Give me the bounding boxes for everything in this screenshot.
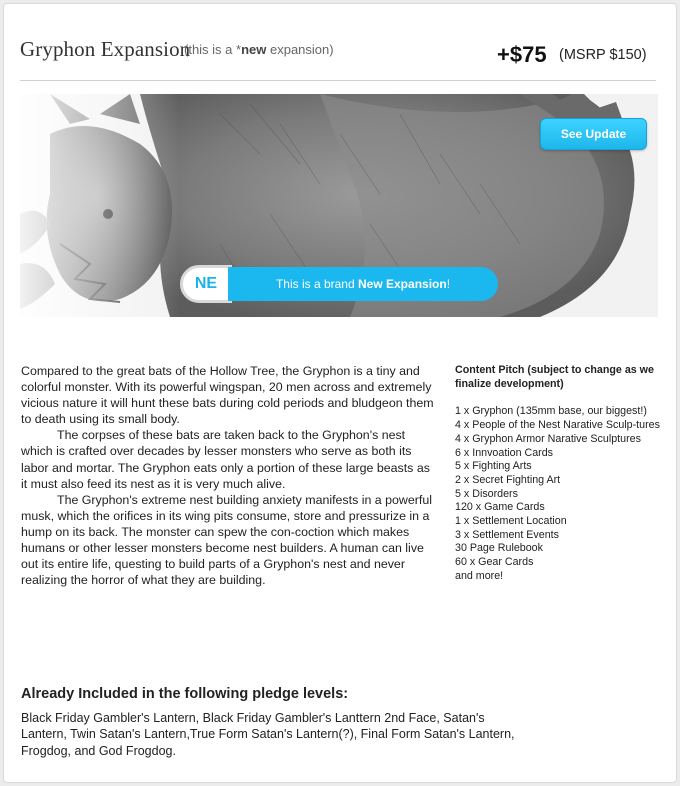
expansion-subtitle — [184, 42, 334, 57]
banner-prefix: This is a brand — [275, 277, 358, 291]
content-item: 4 x People of the Nest Narative Sculp-tures — [455, 419, 660, 432]
content-list — [455, 405, 665, 583]
content-item: 120 x Game Cards — [455, 501, 545, 514]
content-item: 2 x Secret Fighting Art — [455, 473, 561, 486]
new-expansion-banner — [228, 267, 498, 301]
content-item: 6 x Innvoation Cards — [455, 446, 554, 459]
see-update-button[interactable]: See Update — [540, 118, 647, 150]
description-paragraph: The Gryphon's extreme nest building anxiety manifests in a powerful musk, which the orifices in its wing pits consume, store and pressurize in a hump on its back. The monster can spew the con-coction which makes humans or other lesser monsters become nest builders. A human can live out its entire life, questing to build parts of a Gryphon's nest and never realizing the horror of what they are building. — [21, 492, 432, 588]
price: +$75 — [497, 42, 547, 67]
gryphon-description — [21, 363, 437, 588]
content-pitch-title: Content Pitch (subject to change as we finalize development) — [455, 364, 654, 390]
subtitle-new: new — [241, 42, 267, 57]
description-paragraph: The corpses of these bats are taken back to the Gryphon's nest which is crafted over decades by lesser monsters who serve as both its labor and mortar. The Gryphon eats only a portion of these large beasts as it must also feed its nest as it is very much alive. — [21, 428, 430, 491]
msrp: (MSRP $150) — [559, 47, 647, 63]
new-expansion-badge: NE — [180, 265, 232, 303]
subtitle-suffix: expansion) — [266, 42, 334, 57]
page-title: Gryphon Expansion — [20, 37, 191, 61]
content-item: 1 x Settlement Location — [455, 515, 567, 528]
content-item: 5 x Disorders — [455, 487, 518, 500]
pledge-levels-list: Black Friday Gambler's Lantern, Black Friday Gambler's Lanttern 2nd Face, Satan's Lantern, Twin Satan's Lantern,True Form Satan's Lantern(?), Final Form Satan's Lantern, Frogdog, and God Frogdog. — [21, 711, 515, 758]
header-divider — [20, 80, 656, 81]
content-item: 1 x Gryphon (135mm base, our biggest!) — [455, 405, 647, 418]
content-item: 60 x Gear Cards — [455, 556, 534, 569]
description-paragraph: Compared to the great bats of the Hollow Tree, the Gryphon is a tiny and colorful monster. With its powerful wingspan, 20 men across and extremely vicious nature it will hunt these bats during cold periods and bludgeon them to death using its small body. — [21, 364, 434, 427]
content-item: and more! — [455, 569, 504, 582]
content-item: 30 Page Rulebook — [455, 542, 543, 555]
subtitle-prefix: (this is a * — [184, 42, 242, 57]
content-item: 3 x Settlement Events — [455, 528, 559, 541]
content-pitch — [455, 364, 665, 584]
banner-suffix: ! — [446, 277, 451, 291]
content-item: 5 x Fighting Arts — [455, 460, 532, 473]
content-item: 4 x Gryphon Armor Narative Sculptures — [455, 432, 641, 445]
banner-highlight: New Expansion — [358, 277, 447, 291]
pledge-levels-heading: Already Included in the following pledge levels: — [21, 686, 349, 702]
